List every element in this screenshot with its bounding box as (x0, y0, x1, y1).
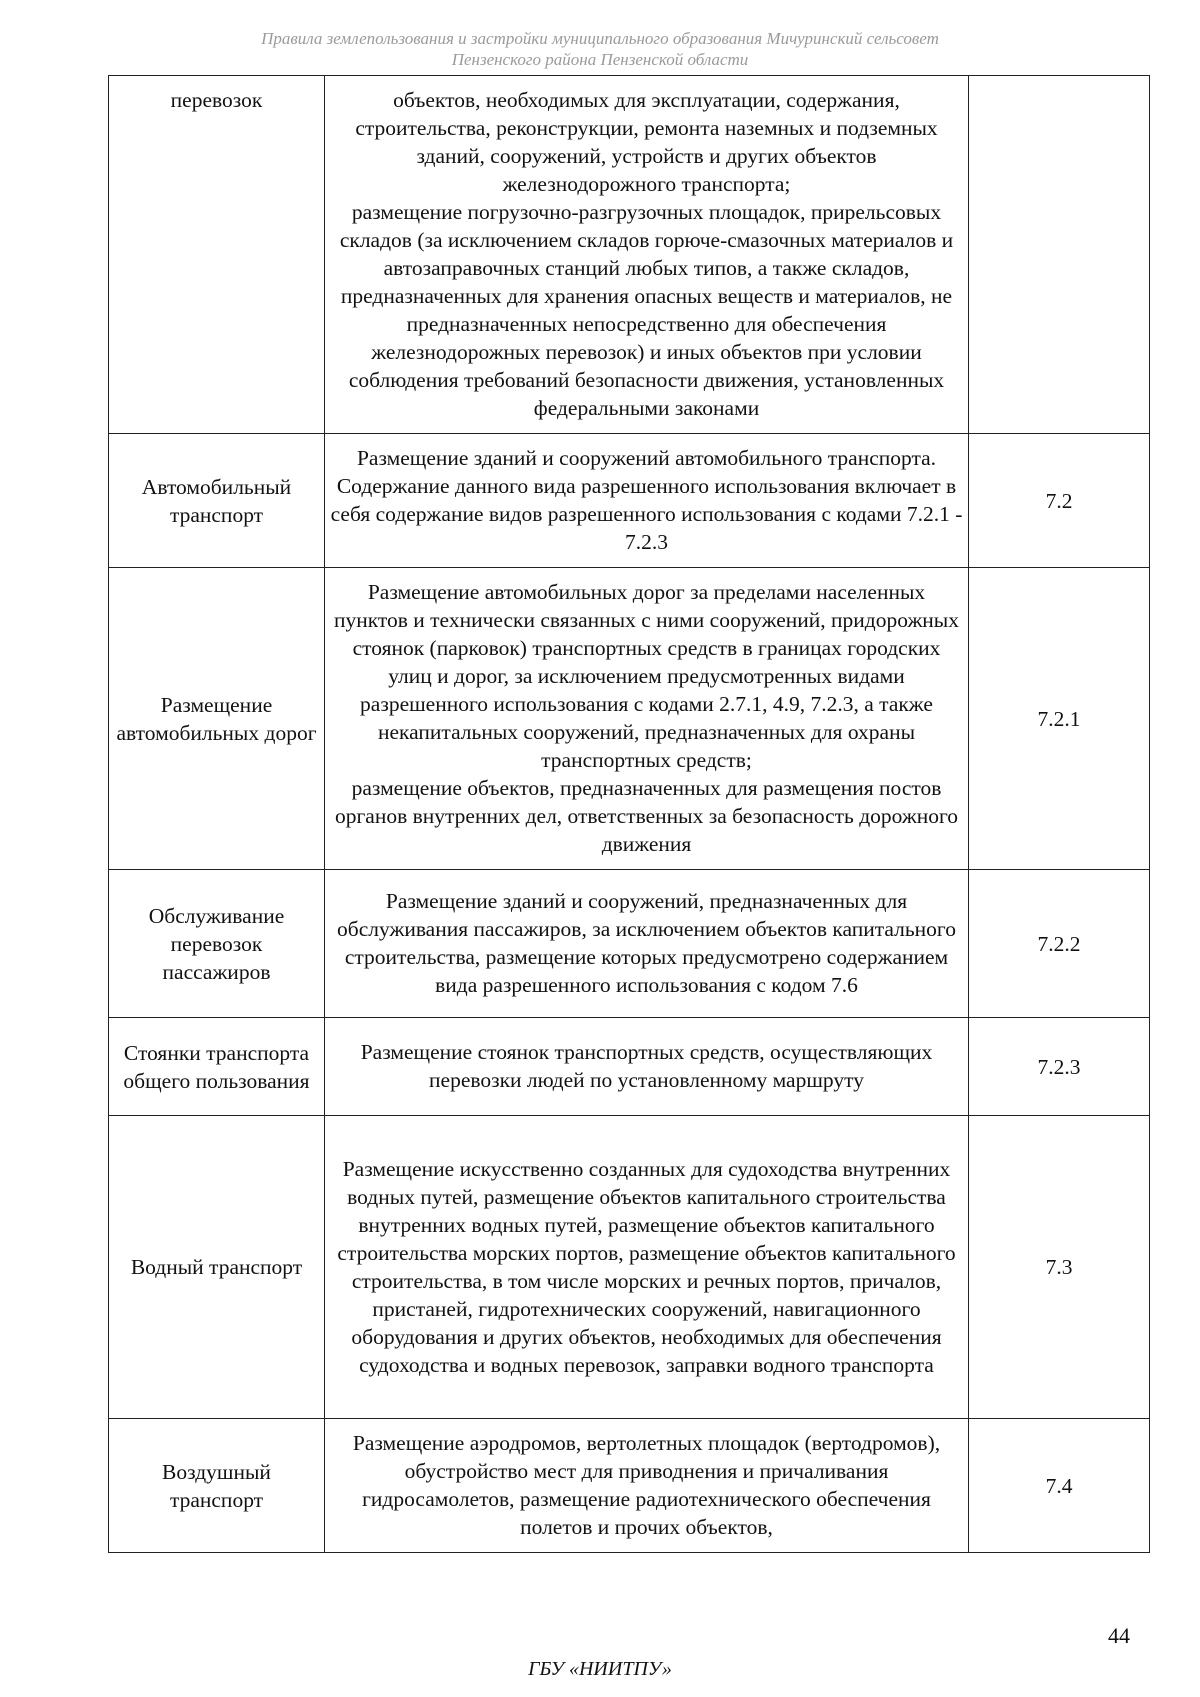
use-type-description (325, 568, 969, 870)
running-header (150, 28, 1050, 70)
use-type-description: Размещение искусственно созданных для судоходства внутренних водных путей, размещение объектов капитального строительства внутренних водных путей, размещение объектов капитального строительства морских портов, размещение объектов капитального строительства, в том числе морских и речных портов, причалов, пристаней, гидротехнических сооружений, навигационного оборудования и других объектов, необходимых для обеспечения судоходства и водных перевозок, заправки водного транспорта (325, 1116, 969, 1419)
table-row (109, 76, 1150, 434)
use-type-description: Размещение стоянок транспортных средств, осуществляющих перевозки людей по установленному маршруту (325, 1018, 969, 1116)
running-header-line2: Пензенского района Пензенской области (451, 50, 749, 69)
use-type-name: Стоянки транспорта общего пользования (109, 1018, 325, 1116)
classifier-code (969, 76, 1150, 434)
description-paragraph: размещение объектов, предназначенных для размещения постов органов внутренних дел, ответственных за безопасность дорожного движения (334, 776, 959, 856)
table-row (109, 434, 1150, 568)
use-type-description: Размещение зданий и сооружений, предназначенных для обслуживания пассажиров, за исключением объектов капитального строительства, размещение которых предусмотрено содержанием вида разрешенного использования с кодом 7.6 (325, 870, 969, 1018)
classifier-code: 7.2 (969, 434, 1150, 568)
use-type-name: Водный транспорт (109, 1116, 325, 1419)
table-row (109, 568, 1150, 870)
use-type-name: перевозок (109, 76, 325, 434)
classifier-code: 7.3 (969, 1116, 1150, 1419)
description-paragraph: объектов, необходимых для эксплуатации, содержания, строительства, реконструкции, ремонта наземных и подземных зданий, сооружений, устройств и других объектов железнодорожного транспорта; (355, 88, 938, 196)
table-row (109, 1018, 1150, 1116)
classifier-code: 7.2.2 (969, 870, 1150, 1018)
description-paragraph: Размещение автомобильных дорог за пределами населенных пунктов и технически связанных с ними сооружений, придорожных стоянок (парковок) транспортных средств в границах городских улиц и дорог, за исключением предусмотренных видами разрешенного использования с кодами 2.7.1, 4.9, 7.2.3, а также некапитальных сооружений, предназначенных для охраны транспортных средств; (333, 580, 960, 772)
use-type-description (325, 76, 969, 434)
use-type-description: Размещение аэродромов, вертолетных площадок (вертодромов), обустройство мест для приводнения и причаливания гидросамолетов, размещение радиотехнического обеспечения полетов и прочих объектов, (325, 1419, 969, 1553)
use-type-name: Воздушный транспорт (109, 1419, 325, 1553)
running-header-line1: Правила землепользования и застройки муниципального образования Мичуринский сельсовет (261, 29, 939, 48)
use-type-name: Обслуживание перевозок пассажиров (109, 870, 325, 1018)
page-number: 44 (1108, 1623, 1130, 1648)
classifier-code: 7.4 (969, 1419, 1150, 1553)
page-footer: ГБУ «НИИТПУ» (528, 1658, 672, 1680)
use-type-name: Автомобильный транспорт (109, 434, 325, 568)
use-type-description: Размещение зданий и сооружений автомобильного транспорта. Содержание данного вида разрешенного использования включает в себя содержание видов разрешенного использования с кодами 7.2.1 - 7.2.3 (325, 434, 969, 568)
use-type-name: Размещение автомобильных дорог (109, 568, 325, 870)
table-row (109, 1116, 1150, 1419)
table-row (109, 1419, 1150, 1553)
classifier-code: 7.2.1 (969, 568, 1150, 870)
table-row (109, 870, 1150, 1018)
description-paragraph: размещение погрузочно-разгрузочных площадок, прирельсовых складов (за исключением складов горюче-смазочных материалов и автозаправочных станций любых типов, а также складов, предназначенных для хранения опасных веществ и материалов, не предназначенных непосредственно для обеспечения железнодорожных перевозок) и иных объектов при условии соблюдения требований безопасности движения, установленных федеральными законами (339, 200, 954, 420)
land-use-table (108, 75, 1150, 1553)
classifier-code: 7.2.3 (969, 1018, 1150, 1116)
